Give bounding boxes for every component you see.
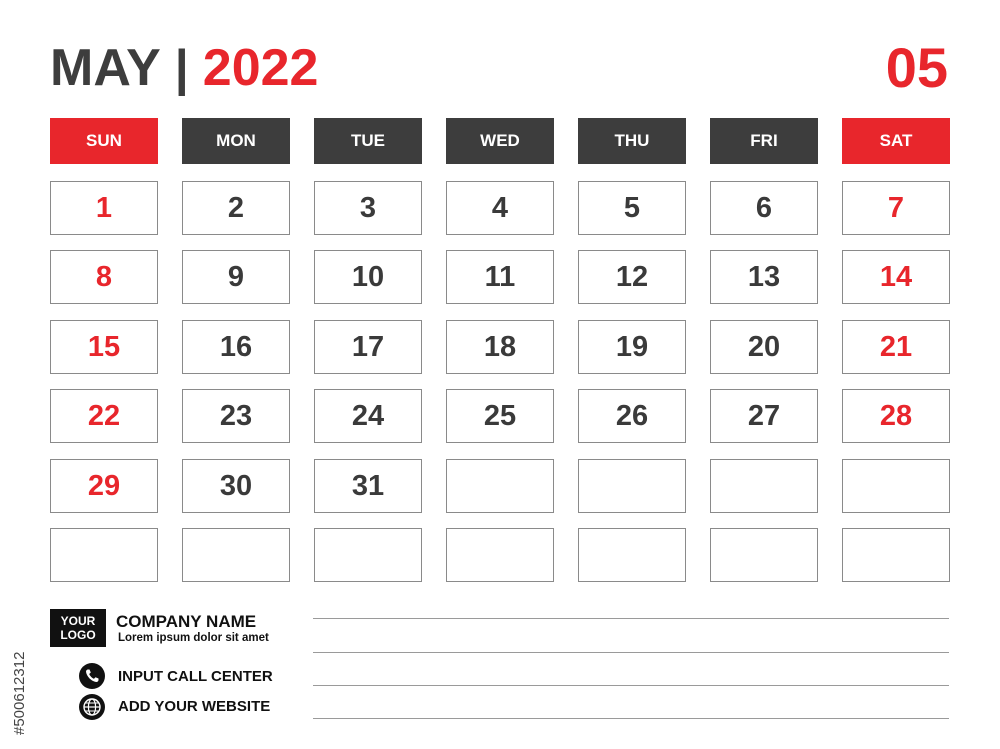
date-cell-21: 21: [842, 320, 950, 374]
company-tagline: Lorem ipsum dolor sit amet: [118, 632, 269, 644]
date-cell-30: 30: [182, 459, 290, 513]
phone-icon: [79, 663, 105, 689]
weekday-header-mon: MON: [182, 118, 290, 164]
date-cell-26: 26: [578, 389, 686, 443]
weekday-header-thu: THU: [578, 118, 686, 164]
month-name: MAY: [50, 39, 161, 97]
date-cell-27: 27: [710, 389, 818, 443]
empty-date-cell: [842, 528, 950, 582]
weekday-header-tue: TUE: [314, 118, 422, 164]
weekday-header-sat: SAT: [842, 118, 950, 164]
stock-id-watermark: [11, 510, 29, 740]
date-cell-13: 13: [710, 250, 818, 304]
empty-date-cell: [710, 528, 818, 582]
logo-text-line2: LOGO: [60, 628, 96, 642]
call-center-text: INPUT CALL CENTER: [118, 668, 273, 685]
empty-date-cell: [578, 459, 686, 513]
empty-date-cell: [842, 459, 950, 513]
empty-date-cell: [710, 459, 818, 513]
note-line: [313, 718, 949, 719]
website-text: ADD YOUR WEBSITE: [118, 698, 271, 715]
date-cell-14: 14: [842, 250, 950, 304]
date-cell-20: 20: [710, 320, 818, 374]
date-cell-18: 18: [446, 320, 554, 374]
year: 2022: [202, 39, 319, 97]
date-cell-3: 3: [314, 181, 422, 235]
date-cell-29: 29: [50, 459, 158, 513]
company-name: COMPANY NAME: [116, 612, 257, 631]
date-cell-17: 17: [314, 320, 422, 374]
date-cell-25: 25: [446, 389, 554, 443]
date-cell-19: 19: [578, 320, 686, 374]
stock-id-text: #500612312: [11, 651, 28, 735]
date-cell-11: 11: [446, 250, 554, 304]
weekday-header-fri: FRI: [710, 118, 818, 164]
weekday-header-sun: SUN: [50, 118, 158, 164]
date-cell-23: 23: [182, 389, 290, 443]
date-cell-9: 9: [182, 250, 290, 304]
empty-date-cell: [578, 528, 686, 582]
logo-text-line1: YOUR: [60, 614, 96, 628]
weekday-header-wed: WED: [446, 118, 554, 164]
date-cell-24: 24: [314, 389, 422, 443]
date-cell-5: 5: [578, 181, 686, 235]
date-cell-7: 7: [842, 181, 950, 235]
month-number: 05: [885, 36, 948, 99]
date-cell-31: 31: [314, 459, 422, 513]
title-separator: |: [174, 40, 189, 96]
date-cell-16: 16: [182, 320, 290, 374]
note-line: [313, 618, 949, 619]
empty-date-cell: [446, 459, 554, 513]
company-logo: [50, 609, 106, 647]
date-cell-12: 12: [578, 250, 686, 304]
date-cell-28: 28: [842, 389, 950, 443]
date-cell-10: 10: [314, 250, 422, 304]
date-cell-1: 1: [50, 181, 158, 235]
date-cell-2: 2: [182, 181, 290, 235]
empty-date-cell: [50, 528, 158, 582]
calendar-title: [50, 36, 318, 100]
date-cell-4: 4: [446, 181, 554, 235]
note-line: [313, 685, 949, 686]
empty-date-cell: [446, 528, 554, 582]
date-cell-22: 22: [50, 389, 158, 443]
note-line: [313, 652, 949, 653]
empty-date-cell: [314, 528, 422, 582]
date-cell-8: 8: [50, 250, 158, 304]
date-cell-6: 6: [710, 181, 818, 235]
empty-date-cell: [182, 528, 290, 582]
date-cell-15: 15: [50, 320, 158, 374]
globe-icon: [79, 694, 105, 720]
